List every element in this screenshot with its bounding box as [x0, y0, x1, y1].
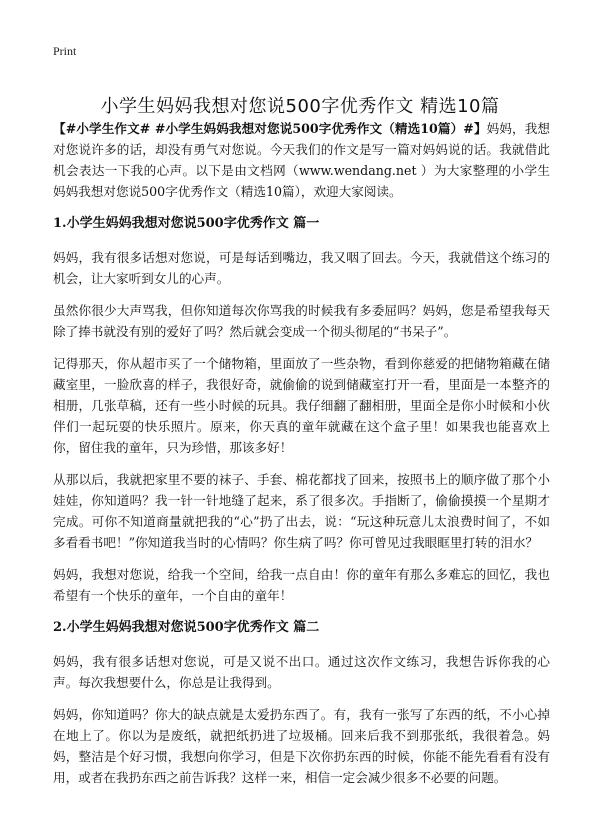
- section-1-paragraph-3: 记得那天，你从超市买了一个储物箱，里面放了一些杂物，看到你慈爱的把储物箱藏在储藏室里，一脸欣喜的样子，我很好奇，就偷偷的说到储藏室打开一看，里面是一本整齐的相册，几张草稿，还有一些小时候的玩具。我仔细翻了翻相册，里面全是你小时候和小伙伴们一起玩耍的快乐照片。原来，你天真的童年就藏在这个盒子里！如果我也能喜欢上你，留住我的童年，只为珍惜，那该多好！: [53, 356, 550, 455]
- intro-text: 妈妈，我想对您说许多的话，却没有勇气对您说。今天我们的作文是写一篇对妈妈说的话。我就借此机会表达一下我的心声。以下是由文档网（www.wendang.net ）为大家整理的小学生妈妈我想对您说500字优秀作文（精选10篇），欢迎大家阅读。: [53, 121, 550, 199]
- section-2-paragraph-1: 妈妈，我有很多话想对您说，可是又说不出口。通过这次作文练习，我想告诉你我的心声。每次我想要什么，你总是让我得到。: [53, 654, 550, 690]
- section-heading-2: 2.小学生妈妈我想对您说500字优秀作文 篇二: [53, 620, 320, 635]
- article-body: [53, 118, 550, 799]
- intro-bold-lead: 【#小学生作文# #小学生妈妈我想对您说500字优秀作文（精选10篇）#】: [53, 121, 487, 136]
- section-1-paragraph-1: 妈妈，我有很多话想对您说，可是每话到嘴边，我又咽了回去。今天，我就借这个练习的机会，让大家听到女儿的心声。: [53, 250, 550, 286]
- section-2-paragraph-2: 妈妈，你知道吗？你大的缺点就是太爱扔东西了。有，我有一张写了东西的纸，不小心掉在地上了。你以为是废纸，就把纸扔进了垃圾桶。回来后我不到那张纸，我很着急。妈妈，整洁是个好习惯，我想向你学习，但是下次你扔东西的时候，你能不能先看看有没有用，或者在我扔东西之前告诉我？这样一来，相信一定会减少很多不必要的问题。: [53, 707, 550, 785]
- print-label[interactable]: Print: [53, 44, 77, 58]
- section-heading-1: 1.小学生妈妈我想对您说500字优秀作文 篇一: [53, 216, 320, 231]
- section-1-paragraph-5: 妈妈，我想对您说，给我一个空间，给我一点自由！你的童年有那么多难忘的回忆，我也希望有一个快乐的童年，一个自由的童年！: [53, 567, 550, 603]
- section-1-paragraph-4: 从那以后，我就把家里不要的袜子、手套、棉花都找了回来，按照书上的顺序做了那个小娃娃，你知道吗？我一针一针地缝了起来，系了很多次。手指断了，偷偷摸摸一个星期才完成。可你不知道商量就把我的“心”扔了出去，说：“玩这种玩意儿太浪费时间了，不如多看看书吧！”你知道我当时的心情吗？你生病了吗？你可曾见过我眼眶里打转的泪水？: [53, 472, 550, 550]
- section-1-paragraph-2: 虽然你很少大声骂我，但你知道每次你骂我的时候我有多委屈吗？妈妈，您是希望我每天除了捧书就没有别的爱好了吗？然后就会变成一个彻头彻尾的“书呆子”。: [53, 303, 550, 339]
- page-title: 小学生妈妈我想对您说500字优秀作文 精选10篇: [100, 96, 500, 118]
- intro-paragraph: [53, 118, 550, 202]
